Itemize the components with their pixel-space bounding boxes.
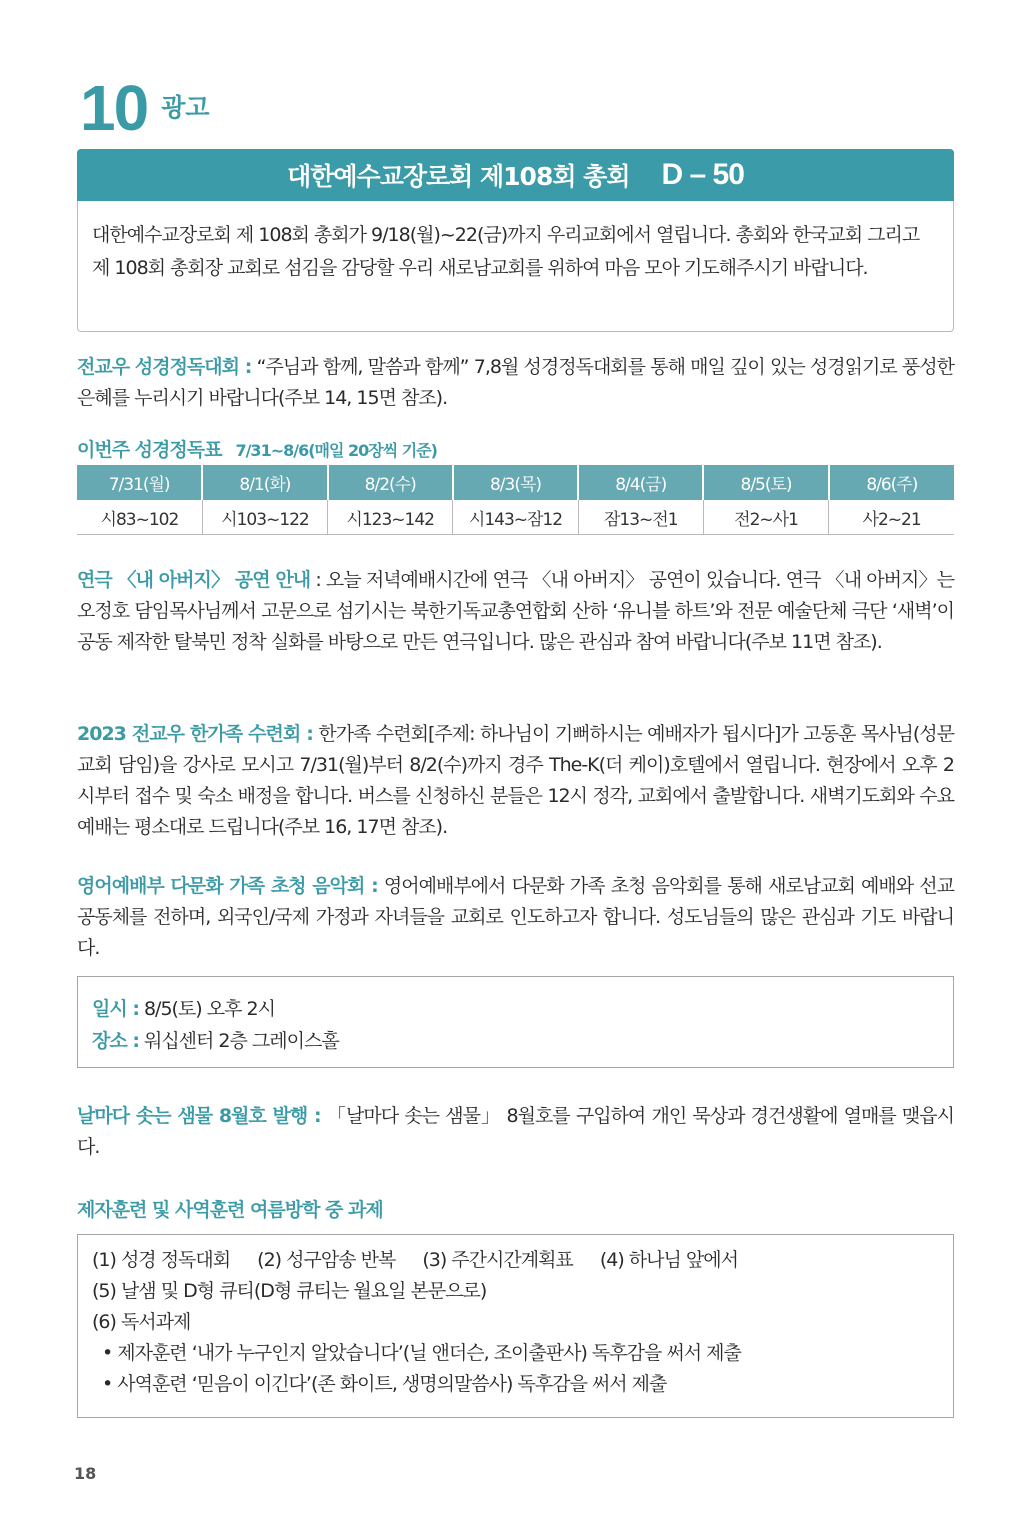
notice-title: 영어예배부 다문화 가족 초청 음악회 :: [77, 875, 378, 897]
date-label: 일시 :: [92, 998, 139, 1020]
table-header-cell: 8/3(목): [453, 465, 578, 500]
notice-text: 영어예배부에서 다문화 가족 초청 음악회를 통해 새로남교회 예배와 선교공동체를 전하며, 외국인/국제 가정과 자녀들을 교회로 인도하고자 합니다. 성도님들의 많은 관심과 기도 바랍니다.: [77, 875, 955, 959]
table-cell: 전2~사1: [703, 500, 828, 535]
notice-text: : 오늘 저녁예배시간에 연극 〈내 아버지〉 공연이 있습니다. 연극 〈내 아버지〉는 오정호 담임목사님께서 고문으로 섬기시는 북한기독교총연합회 산하 ‘유니블 하트’와 전문 예술단체 극단 ‘새벽’이 공동 제작한 탈북민 정착 실화를 바탕으로 만든 연극입니다. 많은 관심과 참여 바랍니다(주보 11면 참조).: [77, 569, 954, 653]
date-value: 8/5(토) 오후 2시: [138, 998, 275, 1020]
place-label: 장소 :: [92, 1030, 139, 1052]
list-item: (5) 날샘 및 D형 큐티(D형 큐티는 월요일 본문으로): [92, 1280, 487, 1302]
notice-text: 「날마다 솟는 샘물」 8월호를 구입하여 개인 묵상과 경건생활에 열매를 맺읍시다.: [77, 1105, 954, 1158]
notice-title: 날마다 솟는 샘물 8월호 발행 :: [77, 1105, 321, 1127]
table-cell: 잠13~전1: [578, 500, 703, 535]
notice-title: 2023 전교우 한가족 수련회 :: [77, 723, 313, 745]
place-value: 워십센터 2층 그레이스홀: [138, 1030, 339, 1052]
table-cell: 시103~122: [202, 500, 327, 535]
concert-info-box: [77, 976, 954, 1068]
table-header-cell: 8/5(토): [703, 465, 828, 500]
table-cell: 시143~잠12: [453, 500, 578, 535]
table-header-cell: 8/6(주): [829, 465, 954, 500]
table-row: [77, 500, 954, 535]
concert-date: [92, 993, 939, 1025]
section-number: 10: [80, 72, 148, 144]
list-item: • 제자훈련 ‘내가 누구인지 알았습니다’(닐 앤더슨, 조이출판사) 독후감을 써서 제출: [102, 1342, 741, 1364]
assembly-banner: [77, 149, 954, 201]
table-header-cell: 7/31(월): [77, 465, 202, 500]
bible-reading-notice: [77, 352, 954, 414]
notice-text: “주님과 함께, 말씀과 함께” 7,8월 성경정독대회를 통해 매일 깊이 있는 성경읽기로 풍성한 은혜를 누리시기 바랍니다(주보 14, 15면 참조).: [77, 356, 954, 409]
concert-place: [92, 1025, 939, 1057]
notice-title: 연극 〈내 아버지〉 공연 안내: [77, 569, 311, 591]
page-number: 18: [74, 1464, 97, 1483]
tasks-title: 제자훈련 및 사역훈련 여름방학 중 과제: [77, 1199, 383, 1221]
dday-counter: D – 50: [661, 158, 744, 191]
concert-notice: [77, 871, 954, 964]
schedule-subtitle: 7/31~8/6(매일 20장씩 기준): [235, 441, 437, 460]
table-header-cell: 8/4(금): [578, 465, 703, 500]
tasks-box: [77, 1234, 954, 1418]
list-item: (4) 하나님 앞에서: [599, 1249, 738, 1271]
reading-schedule-table: [77, 465, 954, 535]
banner-body: 대한예수교장로회 제 108회 총회가 9/18(월)~22(금)까지 우리교회에서 열립니다. 총회와 한국교회 그리고 제 108회 총회장 교회로 섬김을 감당할 우리 새로남교회를 위하여 마음 모아 기도해주시기 바랍니다.: [77, 201, 954, 332]
list-item: (1) 성경 정독대회: [92, 1249, 231, 1271]
table-cell: 시83~102: [77, 500, 202, 535]
table-cell: 사2~21: [829, 500, 954, 535]
devotional-notice: [77, 1101, 954, 1163]
list-item: (2) 성구암송 반복: [257, 1249, 396, 1271]
notice-text: 한가족 수련회[주제: 하나님이 기뻐하시는 예배자가 됩시다]가 고동훈 목사님(성문교회 담임)을 강사로 모시고 7/31(월)부터 8/2(수)까지 경주 The-K(더 케이)호텔에서 열립니다. 현장에서 오후 2시부터 접수 및 숙소 배정을 합니다. 버스를 신청하신 분들은 12시 정각, 교회에서 출발합니다. 새벽기도회와 수요예배는 평소대로 드립니다(주보 16, 17면 참조).: [77, 723, 955, 838]
notice-title: 전교우 성경정독대회 :: [77, 356, 252, 378]
table-header-cell: 8/1(화): [202, 465, 327, 500]
retreat-notice: [77, 719, 954, 843]
banner-title: 대한예수교장로회 제108회 총회: [287, 162, 630, 191]
list-item: (6) 독서과제: [92, 1311, 191, 1333]
schedule-heading: 이번주 성경정독표: [77, 439, 222, 461]
section-title: 광고: [161, 93, 210, 122]
schedule-title: [77, 435, 437, 462]
play-notice: [77, 565, 954, 658]
table-header-cell: 8/2(수): [328, 465, 453, 500]
table-cell: 시123~142: [328, 500, 453, 535]
task-row: [92, 1245, 939, 1276]
list-item: • 사역훈련 ‘믿음이 이긴다’(존 화이트, 생명의말씀사) 독후감을 써서 제출: [102, 1373, 667, 1395]
list-item: (3) 주간시간계획표: [422, 1249, 573, 1271]
page-header: [80, 70, 210, 144]
table-header-row: [77, 465, 954, 500]
